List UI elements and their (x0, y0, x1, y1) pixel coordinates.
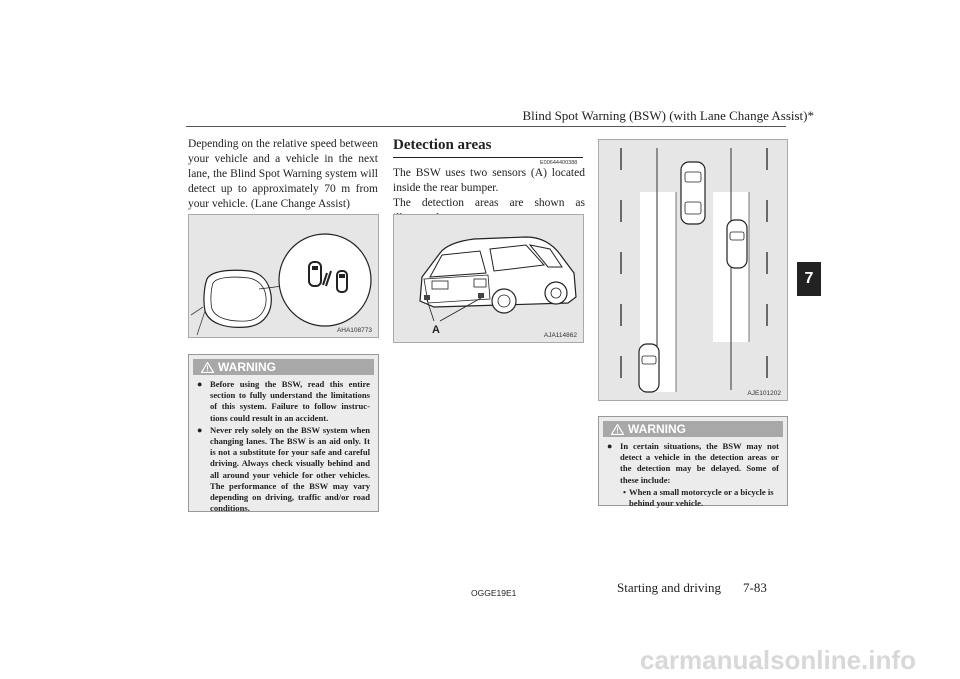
section-title: Detection areas (393, 137, 583, 158)
detection-paragraph: The detection areas are shown as (393, 197, 585, 209)
warning-sub-item: • When a small motorcycle or a bicycle is behind your vehicle. (623, 486, 774, 509)
document-code: OGGE19E1 (471, 588, 517, 598)
sensor-label: A (432, 324, 440, 336)
warning-box-1 (188, 354, 379, 512)
warning-header (603, 421, 783, 437)
figure-code: AJA114862 (543, 332, 577, 339)
sensor-paragraph: The BSW uses two sensors (A) located inside the rear bumper. (393, 167, 585, 194)
rear-sensor-figure (393, 214, 584, 343)
figure-code: AJE101202 (747, 390, 781, 397)
vehicle-top (681, 162, 705, 224)
warning-item: ● In certain situations, the BSW may not detect a vehicle in the detection areas or the detection may be delayed. Some of these include: (607, 441, 779, 485)
suv-rear-illustration (394, 215, 583, 342)
detection-area-figure (598, 139, 788, 401)
warning-item: ● Never rely solely on the BSW system when changing lanes. The BSW is an aid only. It is not a substitute for your safe and careful driving. Always check visually behind and all around your vehicle for other vehicles. The performance of the BSW may vary depending on driving, traffic and/or road conditions. (197, 424, 370, 514)
intro-paragraph: Depending on the relative speed between your vehicle and a vehicle in the next lane, the Blind Spot Warning system will detect up to approximately 70 m from your vehicle. (Lane Change Assist) (188, 138, 378, 210)
warning-item: ● Before using the BSW, read this entire section to fully understand the limitations of this system. Failure to follow instruc-tions could result in an accident. (197, 379, 370, 423)
bullet-icon: ● (607, 441, 613, 451)
watermark: carmanualsonline.info (640, 645, 916, 675)
warning-header (193, 359, 374, 375)
warning-title: WARNING (218, 360, 276, 374)
warning-title: WARNING (628, 422, 686, 436)
sub-bullet-icon: • (623, 486, 627, 497)
footer-section: Starting and driving (617, 580, 721, 595)
page-number: 7-83 (743, 580, 767, 595)
page-header-title: Blind Spot Warning (BSW) (with Lane Change Assist)* (522, 108, 814, 123)
header-divider (186, 126, 786, 127)
bullet-icon: ● (197, 379, 203, 389)
figure-code: AHA108773 (336, 327, 372, 334)
vehicle-bottom (639, 344, 659, 392)
mirror-indicator-figure (188, 214, 379, 338)
vehicle-right (727, 220, 747, 268)
bullet-icon: ● (197, 424, 203, 435)
lane-diagram (599, 140, 787, 400)
warning-triangle-icon (611, 424, 624, 435)
warning-box-2 (598, 416, 788, 509)
section-code: E00644400388 (540, 160, 578, 166)
warning-triangle-icon (201, 362, 214, 373)
chapter-tab: 7 (797, 262, 821, 296)
mirror-illustration (189, 215, 378, 337)
